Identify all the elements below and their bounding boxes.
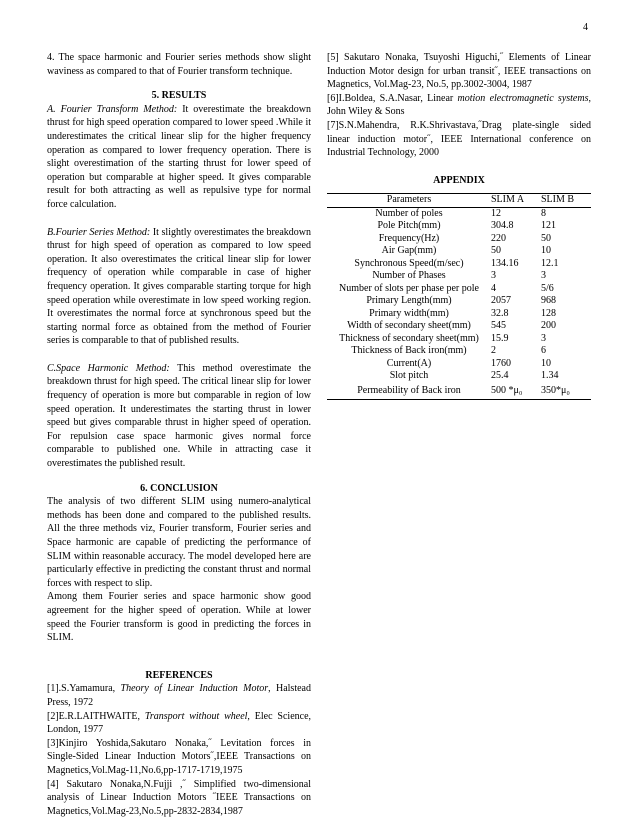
table-row [327, 383, 591, 400]
table-cell: 10 [541, 357, 551, 369]
table-row [327, 295, 591, 308]
table-cell: 8 [541, 207, 546, 219]
table-cell: 500 *μ₀ [491, 383, 541, 400]
fourier-series-paragraph [47, 226, 311, 348]
table-cell: Synchronous Speed(m/sec) [354, 257, 464, 269]
table-cell: 5/6 [541, 282, 554, 294]
table-cell: Primary width(mm) [369, 307, 449, 319]
table-row [327, 258, 591, 271]
table-cell: 2 [491, 345, 496, 357]
reference-2-title: Transport without wheel [144, 710, 248, 722]
table-cell: 3 [541, 270, 546, 282]
table-header-row [327, 194, 591, 208]
table-cell: 10 [541, 245, 551, 257]
table-cell: 1760 [491, 357, 511, 369]
table-cell: 2057 [491, 295, 511, 307]
table-cell: 220 [491, 232, 506, 244]
table-cell: Thickness of secondary sheet(mm) [339, 332, 479, 344]
table-row [327, 333, 591, 346]
reference-5: [5] Sakutaro Nonaka, Tsuyoshi Higuchi,˝ Elements of Linear Induction Motor design for urban transit˝, IEEE transactions on Magnetics, Vol.Mag-23, No.5, pp.3002-3004, 1987 [327, 52, 591, 91]
table-cell: Pole Pitch(mm) [377, 220, 441, 232]
table-cell: 1.34 [541, 370, 559, 382]
table-row [327, 233, 591, 246]
space-harmonic-title: C.Space Harmonic Method: [47, 362, 170, 374]
table-row [327, 283, 591, 296]
table-cell: 4 [491, 282, 496, 294]
right-column [327, 51, 591, 400]
table-row [327, 207, 591, 220]
table-cell: 121 [541, 220, 556, 232]
table-cell: 128 [541, 307, 556, 319]
table-row [327, 308, 591, 321]
reference-1: [1].S.Yamamura, Theory of Linear Induction Motor, Halstead Press, 1972 [47, 683, 311, 708]
table-header-parameters: Parameters [327, 194, 491, 208]
table-cell: Number of slots per phase per pole [339, 282, 479, 294]
table-cell: Number of Phases [372, 270, 446, 282]
fourier-transform-text: It overestimate the breakdown thrust for high speed operation compared to lower speed .While it underestimates the critical linear slip for the higher frequency operation as compared to lower frequency operation. There is slight overestimation of the starting thrust for lower speed of operation but comparable at higher speed. It gives comparable result for both attracting as well as repulsive type for normal force calculation. [47, 103, 312, 210]
fourier-transform-title: A. Fourier Transform Method: [47, 103, 178, 115]
table-row [327, 220, 591, 233]
table-cell: 12.1 [541, 257, 559, 269]
table-row [327, 270, 591, 283]
page-number: 4 [583, 22, 588, 33]
table-cell: 12 [491, 207, 501, 219]
table-cell: 350*μ₀ [541, 383, 591, 400]
table-row [327, 320, 591, 333]
table-row [327, 345, 591, 358]
table-cell: 545 [491, 320, 506, 332]
conclusion-heading: 6. CONCLUSION [140, 482, 218, 494]
table-cell: Slot pitch [389, 370, 429, 382]
table-header-slim-a: SLIM A [491, 194, 541, 208]
left-column [47, 51, 311, 818]
reference-7: [7]S.N.Mahendra, R.K.Shrivastava,˝Drag plate-single sided linear induction motor˝, IEEE International conference on Industrial Technology, 2000 [327, 119, 591, 159]
table-row [327, 245, 591, 258]
intro-paragraph: 4. The space harmonic and Fourier series methods show slight waviness as compared to that of Fourier transform technique. [47, 52, 311, 77]
reference-6: [6]I.Boldea, S.A.Nasar, Linear motion electromagnetic systems, John Wiley & Sons [327, 92, 591, 118]
reference-3: [3]Kinjiro Yoshida,Sakutaro Nonaka,˝ Levitation forces in Single-Sided Linear Induction Motors˝,IEEE Transactions on Magnetics,Vol.Mag-11,No.6,pp-1717-1719,1975 [47, 737, 311, 776]
table-cell: 50 [491, 245, 501, 257]
reference-4: [4] Sakutaro Nonaka,N.Fujji ,˝ Simplified two-dimensional analysis of Linear Induction Motors ˝IEEE Transactions on Magnetics,Vol.Mag-23,No.5,pp-2832-2834,1987 [47, 778, 311, 817]
fourier-transform-paragraph [47, 103, 311, 212]
table-cell: Width of secondary sheet(mm) [347, 320, 471, 332]
table-cell: Air Gap(mm) [381, 245, 437, 257]
table-row [327, 358, 591, 371]
results-heading: 5. RESULTS [151, 90, 207, 102]
table-cell: Thickness of Back iron(mm) [351, 345, 467, 357]
table-cell: 32.8 [491, 307, 509, 319]
table-row [327, 370, 591, 383]
table-cell: 50 [541, 232, 551, 244]
conclusion-paragraph-1: The analysis of two different SLIM using numero-analytical methods has been done and compared to the published results. All the three methods viz, Fourier transform, Fourier series and Space harmonic are capable of predicting the performance of SLIM within reasonable accuracy. The model developed here are particularly effective in predicting the constant thrust and normal forces with respect to slip. [47, 496, 311, 589]
table-cell: Primary Length(mm) [366, 295, 452, 307]
table-cell: 134.16 [491, 257, 519, 269]
table-cell: 15.9 [491, 332, 509, 344]
conclusion-paragraph-2: Among them Fourier series and space harmonic show good agreement for the higher speed of operation. While at lower speed the Fourier transform is good in predicting the forces in SLIM. [47, 591, 311, 644]
table-cell: Frequency(Hz) [378, 232, 440, 244]
reference-6-title: motion electromagnetic systems [457, 92, 589, 104]
table-cell: 304.8 [491, 220, 514, 232]
reference-1-title: Theory of Linear Induction Motor [120, 683, 269, 695]
fourier-series-title: B.Fourier Series Method: [47, 226, 151, 238]
table-header-slim-b: SLIM B [541, 194, 591, 208]
appendix-table [327, 193, 591, 400]
table-cell: Current(A) [386, 357, 432, 369]
references-heading: REFERENCES [145, 669, 213, 681]
table-cell: 3 [491, 270, 496, 282]
space-harmonic-text: This method overestimate the breakdown thrust for high speed. The critical linear slip for lower frequency of operation is more but comparable in region of low speed operation. It underestimates the starting thrust in lower speed but gives comparable thrust in higher speed of operation. For repulsion case space harmonic gives normal force comparable to published one. While in attracting case it overestimates the published result. [47, 362, 311, 470]
space-harmonic-paragraph [47, 362, 311, 471]
table-cell: Number of poles [375, 207, 443, 219]
table-cell: Permeability of Back iron [327, 383, 491, 400]
table-cell: 968 [541, 295, 556, 307]
table-cell: 200 [541, 320, 556, 332]
table-cell: 25.4 [491, 370, 509, 382]
table-cell: 3 [541, 332, 546, 344]
reference-2: [2]E.R.LAITHWAITE, Transport without wheel, Elec Science, London, 1977 [47, 710, 312, 736]
appendix-heading: APPENDIX [433, 174, 485, 186]
fourier-series-text: It slightly overestimates the breakdown thrust for high speed of operation as compared to low speed operation. It also overestimates the critical linear slip for lower frequency of operation while comparable in case of higher frequency operation. It gives comparable starting torque for high speed operation while overestimate in low speed working region. It overestimates the normal force at synchronous speed but the starting normal force as obtained from the method of Fourier series is comparable to that of published results. [47, 226, 311, 347]
table-cell: 6 [541, 345, 546, 357]
